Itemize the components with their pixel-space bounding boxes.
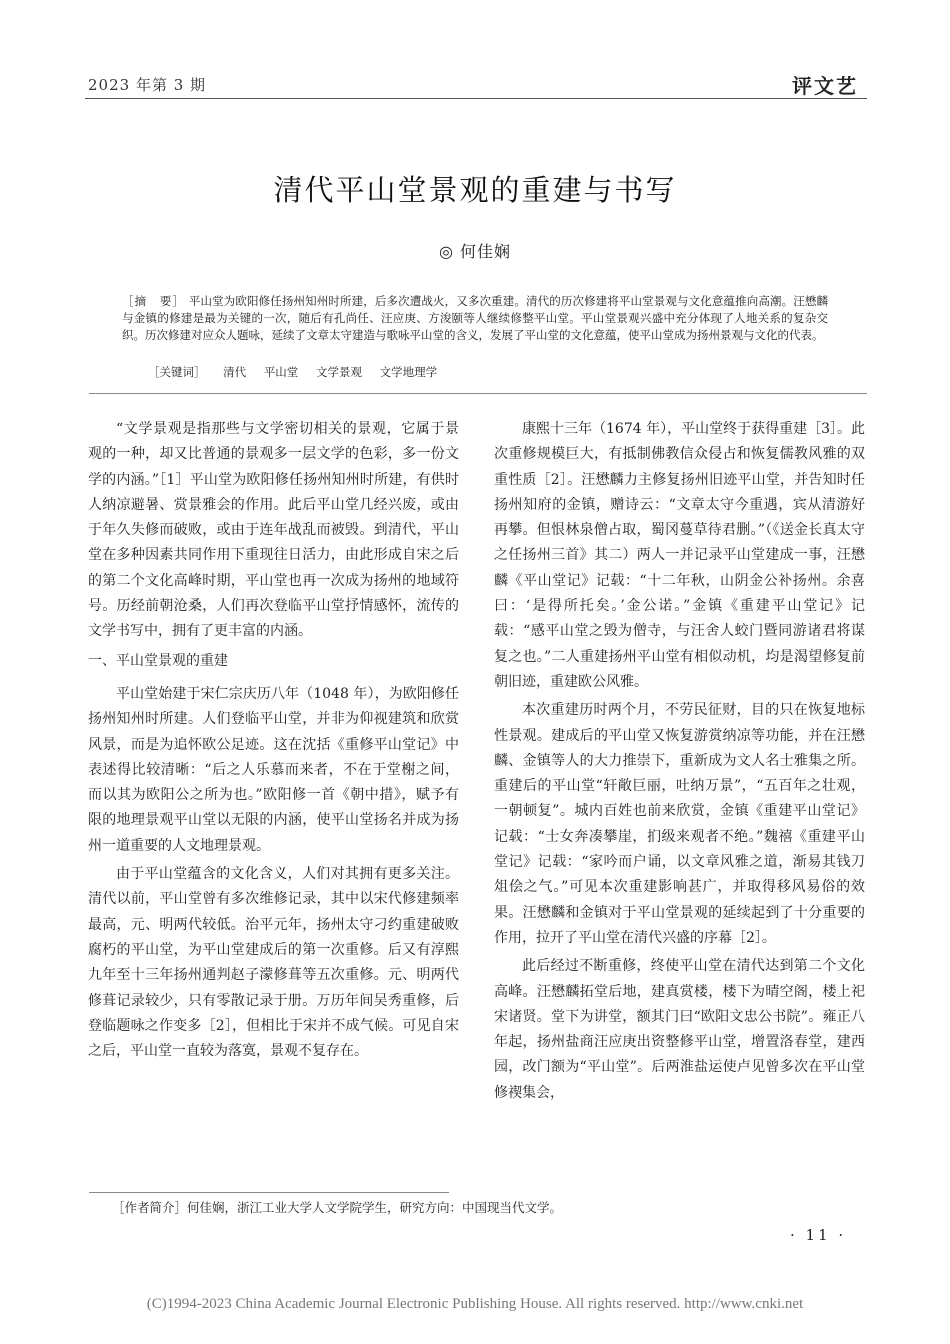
keyword-item: 文学景观 — [315, 365, 362, 379]
body-paragraph: “文学景观是指那些与文学密切相关的景观，它属于景观的一种，却又比普通的景观多一层文学的色彩，多一份文学的内涵。”［1］平山堂为欧阳修任扬州知州时所建，有供时人纳凉避暑、赏景雅会的作用。此后平山堂几经兴废，或由于年久失修而破败，或由于连年战乱而被毁。到清代，平山堂在多种因素共同作用下重现往日活力，由此形成自宋之后的第二个文化高峰时期，平山堂也再一次成为扬州的地域符号。历经前朝沧桑，人们再次登临平山堂抒情感怀，流传的文学书写中，拥有了更丰富的内涵。 — [88, 421, 459, 640]
keywords — [148, 364, 451, 380]
abstract-label: ［摘 要］ — [122, 294, 186, 308]
header-divider — [85, 98, 867, 99]
body-column-right — [494, 417, 865, 1106]
keyword-item: 平山堂 — [263, 365, 299, 379]
journal-name: 评文艺 — [792, 74, 858, 98]
keyword-item: 文学地理学 — [379, 365, 438, 379]
article-title: 清代平山堂景观的重建与书写 — [273, 173, 677, 207]
copyright-notice: (C)1994-2023 China Academic Journal Electronic Publishing House. All rights reserved. http://www.cnki.net — [146, 1296, 804, 1312]
author-footnote: ［作者简介］何佳娴，浙江工业大学人文学院学生，研究方向：中国现当代文学。 — [112, 1200, 563, 1215]
footnote-divider — [89, 1192, 449, 1193]
journal-issue: 2023 年第 3 期 — [88, 76, 207, 94]
body-paragraph: 由于平山堂蕴含的文化含义，人们对其拥有更多关注。清代以前，平山堂曾有多次维修记录，其中以宋代修建频率最高，元、明两代较低。治平元年，扬州太守刁约重建破败腐朽的平山堂，为平山堂建成后的第一次重修。后又有淳熙九年至十三年扬州通判赵子濛修葺等五次重修。元、明两代修葺记录较少，只有零散记录于册。万历年间吴秀重修，后登临题咏之作变多［2］，但相比于宋并不成气候。可见自宋之后，平山堂一直较为落寞，景观不复存在。 — [88, 866, 459, 1060]
keyword-item: 清代 — [223, 365, 247, 379]
body-paragraph: 本次重建历时两个月，不劳民征财，目的只在恢复地标性景观。建成后的平山堂又恢复游赏纳凉等功能，并在汪懋麟、金镇等人的大力推崇下，重新成为文人名士雅集之所。重建后的平山堂“轩敞巨丽，吐纳万景”，“五百年之壮观，一朝顿复”。城内百姓也前来欣赏，金镇《重建平山堂记》记载：“士女奔凑攀崖，扪级来观者不绝。”魏禧《重建平山堂记》记载：“家吟而户诵，以文章风雅之道，渐易其钱刀俎侩之气。”可见本次重建影响甚广，并取得移风易俗的效果。汪懋麟和金镇对于平山堂景观的延续起到了十分重要的作用，拉开了平山堂在清代兴盛的序幕［2］。 — [494, 702, 865, 946]
keywords-label: ［关键词］ — [148, 365, 206, 379]
article-author: ◎ 何佳娴 — [438, 242, 512, 261]
abstract-text: 平山堂为欧阳修任扬州知州时所建，后多次遭战火，又多次重建。清代的历次修建将平山堂景观与文化意蕴推向高潮。汪懋麟与金镇的修建是最为关键的一次，随后有孔尚任、汪应庚、方浚颐等人继续修整平山堂。平山堂景观兴盛中充分体现了人地关系的复杂交织。历次修建对应众人题咏，延续了文章太守建造与歌咏平山堂的含义，发展了平山堂的文化意蕴，使平山堂成为扬州景观与文化的代表。 — [122, 294, 829, 342]
abstract-divider — [89, 393, 867, 394]
section-heading: 一、平山堂景观的重建 — [88, 652, 228, 669]
body-paragraph: 康熙十三年（1674 年），平山堂终于获得重建［3］。此次重修规模巨大，有抵制佛教信众侵占和恢复儒教风雅的双重性质［2］。汪懋麟力主修复扬州旧迹平山堂，并告知时任扬州知府的金镇，赠诗云：“文章太守今重遇，宾从清游好再攀。但恨林泉僧占取，蜀冈蔓草待君删。”（《送金长真太守之任扬州三首》其二）两人一并记录平山堂建成一事，汪懋麟《平山堂记》记载：“十二年秋，山阴金公补扬州。余喜曰：‘是得所托矣。’金公诺。”金镇《重建平山堂记》记载：“感平山堂之毁为僧寺，与汪舍人蛟门暨同游诸君将谋复之也。”二人重建扬州平山堂有相似动机，均是渴望修复前朝旧迹，重建欧公风雅。 — [494, 421, 865, 690]
body-paragraph: 此后经过不断重修，终使平山堂在清代达到第二个文化高峰。汪懋麟拓堂后地，建真赏楼，楼下为晴空阁，楼上祀宋诸贤。堂下为讲堂，额其门曰“欧阳文忠公书院”。雍正八年起，扬州盐商汪应庚出资整修平山堂，增置洛春堂，建西园，改门额为“平山堂”。后两淮盐运使卢见曾多次在平山堂修禊集会， — [494, 958, 865, 1101]
body-column-left — [88, 417, 459, 1064]
body-paragraph: 平山堂始建于宋仁宗庆历八年（1048 年），为欧阳修任扬州知州时所建。人们登临平山堂，并非为仰视建筑和欣赏风景，而是为追怀欧公足迹。这在沈括《重修平山堂记》中表述得比较清晰：“后之人乐慕而来者，不在于堂榭之间，而以其为欧阳公之所为也。”欧阳修一首《朝中措》，赋予有限的地理景观平山堂以无限的内涵，使平山堂扬名并成为扬州一道重要的人文地理景观。 — [88, 685, 459, 854]
page-number: · 11 · — [790, 1226, 847, 1244]
abstract — [122, 293, 828, 344]
